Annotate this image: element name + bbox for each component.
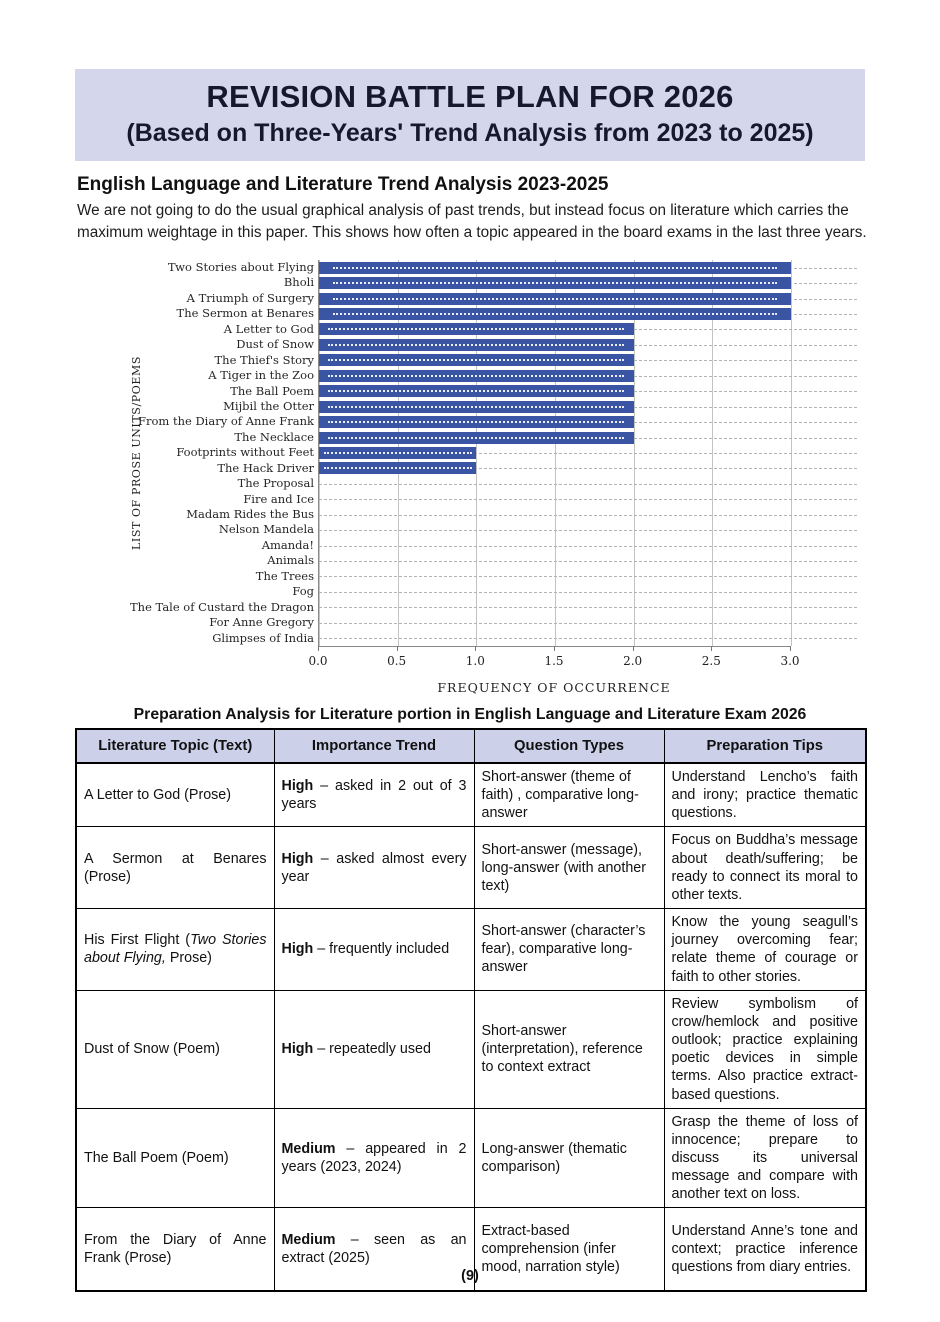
cell-trend [274, 827, 474, 909]
axis-tick-label: 0.5 [387, 654, 407, 668]
bar-inner-dash [328, 328, 624, 330]
dotted-leader-line [319, 515, 857, 516]
bar-row [319, 538, 791, 553]
bar-inner-dash [328, 359, 624, 361]
bar-row [319, 615, 791, 630]
topic-text: The Ball Poem (Poem) [84, 1149, 229, 1166]
bar-row [319, 260, 791, 275]
trend-level: High [281, 941, 314, 958]
chart-y-axis-label: LIST OF PROSE UNITS/POEMS [130, 356, 143, 550]
cell-topic [76, 827, 274, 909]
bar-row [319, 384, 791, 399]
bar-row [319, 414, 791, 429]
trend-detail: – appeared in 2 years (2023, 2024) [281, 1140, 467, 1176]
category-label: Nelson Mandela [218, 522, 314, 537]
topic-text: From the Diary of Anne Frank (Prose) [84, 1232, 267, 1267]
column-header-question-types: Question Types [474, 729, 664, 763]
bar-row [319, 600, 791, 615]
bar-row [319, 492, 791, 507]
cell-question-types: Short-answer (character’s fear), comparative long-answer [474, 909, 664, 991]
bar-inner-dash [328, 375, 624, 377]
table-row [76, 1108, 866, 1208]
trend-level: High [281, 778, 314, 795]
dotted-leader-line [319, 607, 857, 608]
dotted-leader-line [319, 484, 857, 485]
trend-detail: – asked almost every year [281, 850, 467, 885]
bar-inner-dash [328, 390, 624, 392]
bar-row [319, 306, 791, 321]
cell-trend [274, 909, 474, 991]
category-label: Dust of Snow [236, 337, 314, 352]
dotted-leader-line [319, 623, 857, 624]
category-label: Animals [267, 553, 314, 568]
dotted-leader-line [319, 576, 857, 577]
column-header-topic: Literature Topic (Text) [76, 729, 274, 763]
category-label: A Tiger in the Zoo [208, 368, 314, 383]
column-header-trend: Importance Trend [274, 729, 474, 763]
cell-tips: Focus on Buddha’s message about death/suffering; be ready to connect its moral to other texts. [664, 827, 866, 909]
cell-question-types: Long-answer (thematic comparison) [474, 1108, 664, 1208]
bar-inner-dash [328, 421, 624, 423]
bar-inner-dash [328, 437, 624, 439]
bar-row [319, 522, 791, 537]
frequency-bar [319, 323, 634, 335]
trend-detail: – repeatedly used [313, 1041, 431, 1058]
category-label: Footprints without Feet [176, 445, 314, 460]
bar-row [319, 430, 791, 445]
preparation-analysis-table [75, 728, 867, 1292]
bar-row [319, 291, 791, 306]
axis-tick-label: 0.0 [308, 654, 328, 668]
category-label: The Sermon at Benares [176, 306, 314, 321]
trend-level: High [281, 1041, 314, 1058]
page-title: REVISION BATTLE PLAN FOR 2026 [206, 79, 734, 114]
frequency-bar [319, 354, 634, 366]
bar-row [319, 337, 791, 352]
axis-tick-label: 1.5 [544, 654, 564, 668]
dotted-leader-line [319, 561, 857, 562]
chart-x-axis [308, 646, 800, 674]
frequency-bar-chart [130, 260, 900, 705]
axis-tick-label: 1.0 [465, 654, 485, 668]
axis-tick [318, 646, 319, 651]
axis-tick [397, 646, 398, 651]
bar-inner-dash [333, 313, 777, 315]
bar-row [319, 507, 791, 522]
frequency-bar [319, 447, 476, 459]
chart-plot-area [318, 260, 791, 647]
category-label: From the Diary of Anne Frank [138, 414, 314, 429]
trend-level: High [281, 850, 314, 867]
category-label: Fire and Ice [243, 491, 314, 506]
topic-text: A Sermon at Benares (Prose) [84, 850, 267, 885]
cell-question-types: Short-answer (theme of faith) , comparative long-answer [474, 763, 664, 827]
bar-row [319, 553, 791, 568]
frequency-bar [319, 401, 634, 413]
frequency-bar [319, 385, 634, 397]
cell-topic [76, 763, 274, 827]
dotted-leader-line [319, 530, 857, 531]
category-label: For Anne Gregory [209, 615, 314, 630]
chart-bars [319, 260, 791, 646]
category-label: The Hack Driver [217, 460, 314, 475]
bar-inner-dash [328, 344, 624, 346]
cell-tips: Know the young seagull’s journey overcoming fear; relate theme of courage or faith to other stories. [664, 909, 866, 991]
cell-topic [76, 990, 274, 1108]
topic-text: Dust of Snow (Poem) [84, 1041, 220, 1058]
bar-inner-dash [324, 467, 472, 469]
chart-category-labels [130, 260, 314, 646]
table-row [76, 909, 866, 991]
axis-tick [711, 646, 712, 651]
table-row [76, 827, 866, 909]
bar-row [319, 399, 791, 414]
topic-text: A Letter to God (Prose) [84, 787, 232, 804]
bar-row [319, 584, 791, 599]
category-label: Mijbil the Otter [223, 398, 314, 413]
category-label: The Tale of Custard the Dragon [130, 599, 314, 614]
axis-tick-label: 2.0 [623, 654, 643, 668]
cell-question-types: Short-answer (interpretation), reference to context extract [474, 990, 664, 1108]
category-label: The Thief's Story [214, 352, 314, 367]
bar-row [319, 631, 791, 646]
category-label: Glimpses of India [212, 630, 314, 645]
category-label: The Proposal [237, 476, 314, 491]
trend-detail: – frequently included [313, 941, 450, 958]
bar-inner-dash [324, 452, 472, 454]
bar-inner-dash [328, 406, 624, 408]
trend-detail: – asked in 2 out of 3 years [281, 778, 467, 813]
bar-row [319, 461, 791, 476]
frequency-bar [319, 293, 791, 305]
section-heading: English Language and Literature Trend Analysis 2023-2025 [77, 174, 609, 195]
category-label: Two Stories about Flying [167, 260, 314, 274]
category-label: A Triumph of Surgery [186, 290, 314, 305]
bar-row [319, 368, 791, 383]
dotted-leader-line [319, 499, 857, 500]
intro-paragraph: We are not going to do the usual graphical analysis of past trends, but instead focus on literature which carries the maximum weightage in this paper. This shows how often a topic appeared in the board exams in the last three years. [77, 202, 867, 241]
bar-inner-dash [333, 282, 777, 284]
axis-tick-label: 3.0 [780, 654, 800, 668]
category-label: Amanda! [261, 537, 314, 552]
bar-row [319, 569, 791, 584]
trend-level: Medium [281, 1140, 336, 1157]
axis-tick [475, 646, 476, 651]
bar-inner-dash [333, 298, 777, 300]
category-label: Fog [292, 584, 314, 599]
frequency-bar [319, 262, 791, 274]
cell-trend [274, 763, 474, 827]
cell-tips: Grasp the theme of loss of innocence; prepare to discuss its universal message and compare with another text on loss. [664, 1108, 866, 1208]
cell-question-types: Short-answer (message), long-answer (with another text) [474, 827, 664, 909]
table-row [76, 763, 866, 827]
axis-tick [554, 646, 555, 651]
table-header-row [76, 729, 866, 763]
table-title: Preparation Analysis for Literature portion in English Language and Literature Exam 2026 [133, 706, 807, 723]
axis-tick [790, 646, 791, 651]
page-subtitle: (Based on Three-Years' Trend Analysis from 2023 to 2025) [126, 119, 814, 147]
trend-detail: – seen as an extract (2025) [281, 1232, 467, 1267]
dotted-leader-line [319, 592, 857, 593]
category-label: The Necklace [234, 429, 314, 444]
frequency-bar [319, 432, 634, 444]
bar-row [319, 322, 791, 337]
title-banner [75, 69, 865, 161]
dotted-leader-line [319, 546, 857, 547]
bar-row [319, 476, 791, 491]
table-row [76, 990, 866, 1108]
cell-tips: Understand Lencho’s faith and irony; practice thematic questions. [664, 763, 866, 827]
axis-tick [633, 646, 634, 651]
cell-trend [274, 990, 474, 1108]
category-label: The Ball Poem [230, 383, 314, 398]
trend-level: Medium [281, 1232, 336, 1249]
topic-text-post: Prose) [165, 950, 212, 967]
cell-tips: Understand Anne’s tone and context; practice inference questions from diary entries. [664, 1208, 866, 1291]
category-label: Madam Rides the Bus [186, 507, 314, 521]
chart-x-axis-label: FREQUENCY OF OCCURRENCE [437, 680, 671, 695]
frequency-bar [319, 416, 634, 428]
category-label: Bholi [283, 275, 314, 290]
topic-text: His First Flight ( [84, 932, 191, 949]
category-label: The Trees [255, 568, 314, 583]
cell-topic [76, 909, 274, 991]
dotted-leader-line [319, 638, 857, 639]
bar-row [319, 445, 791, 460]
frequency-bar [319, 277, 791, 289]
cell-tips: Review symbolism of crow/hemlock and positive outlook; practice explaining poetic devices in simple terms. Also practice extract-based questions. [664, 990, 866, 1108]
bar-row [319, 275, 791, 290]
frequency-bar [319, 462, 476, 474]
cell-topic [76, 1108, 274, 1208]
bar-inner-dash [333, 267, 777, 269]
cell-trend [274, 1108, 474, 1208]
topic-italic: Two Stories about Flying, [84, 932, 267, 967]
column-header-tips: Preparation Tips [664, 729, 866, 763]
axis-tick-label: 2.5 [701, 654, 721, 668]
cell-question-types: Extract-based comprehension (infer mood, narration style) [474, 1208, 664, 1291]
frequency-bar [319, 370, 634, 382]
page-number: (9) [461, 1268, 479, 1284]
bar-row [319, 353, 791, 368]
category-label: A Letter to God [223, 321, 314, 336]
frequency-bar [319, 308, 791, 320]
frequency-bar [319, 339, 634, 351]
